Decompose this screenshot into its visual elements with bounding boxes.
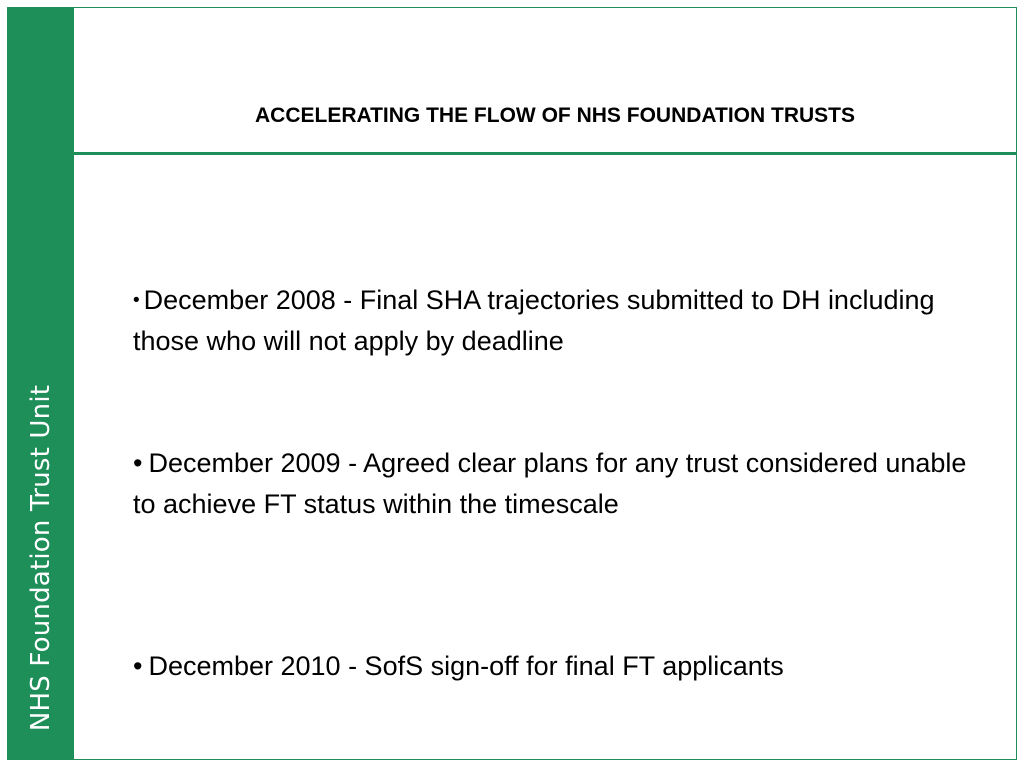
slide-title: ACCELERATING THE FLOW OF NHS FOUNDATION TRUSTS	[254, 104, 856, 127]
bullet-icon: •	[133, 651, 143, 681]
sidebar-label: NHS Foundation Trust Unit	[26, 384, 56, 732]
bullet-item-1	[133, 280, 973, 362]
bullet-text: December 2009 - Agreed clear plans for any trust considered unable to achieve FT status within the timescale	[133, 448, 967, 519]
bullet-text: December 2010 - SofS sign-off for final FT applicants	[148, 651, 784, 681]
bullet-item-3	[133, 646, 973, 687]
bullet-item-2	[133, 443, 973, 525]
title-divider	[74, 152, 1017, 155]
bullet-icon: •	[133, 290, 140, 311]
bullet-icon: •	[133, 448, 143, 478]
bullet-text: December 2008 - Final SHA trajectories submitted to DH including those who will not apply by deadline	[133, 285, 935, 356]
